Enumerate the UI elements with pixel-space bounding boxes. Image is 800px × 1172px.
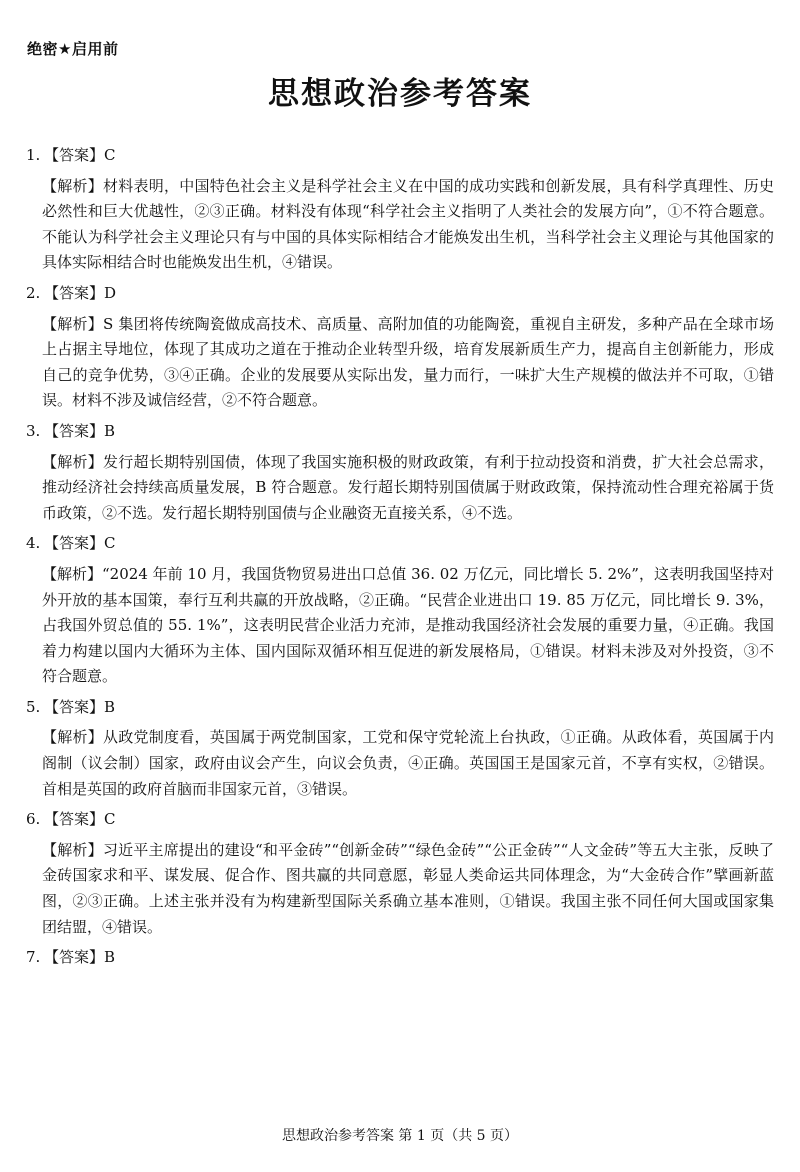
answer-line <box>26 807 774 833</box>
explanation-text: 【解析】“2024 年前 10 月，我国货物贸易进出口总值 36. 02 万亿元，同比增长 5. 2%”，这表明我国坚持对外开放的基本国策，奉行互利共赢的开放战略，②正确。“民营企业进出口 19. 85 万亿元，同比增长 9. 3%，占我国外贸总值的 55. 1%”，这表明民营企业活力充沛，是推动我国经济社会发展的重要力量，④正确。我国着力构建以国内大循环为主体、国内国际双循环相互促进的新发展格局，①错误。材料未涉及对外投资，③不符合题意。 <box>42 564 774 686</box>
question-item-6 <box>26 807 774 945</box>
page-title: 思想政治参考答案 <box>268 76 532 112</box>
answer-label: 【答案】B <box>44 697 116 716</box>
question-item-2 <box>26 281 774 419</box>
answer-line <box>26 143 774 169</box>
explanation-text: 【解析】材料表明，中国特色社会主义是科学社会主义在中国的成功实践和创新发展，具有科学真理性、历史必然性和巨大优越性，②③正确。材料没有体现“科学社会主义指明了人类社会的发展方向”，①不符合题意。不能认为科学社会主义理论只有与中国的具体实际相结合才能焕发出生机，当科学社会主义理论与其他国家的具体实际相结合时也能焕发出生机，④错误。 <box>42 176 774 272</box>
answer-label: 【答案】D <box>44 283 117 302</box>
question-item-5 <box>26 695 774 807</box>
answer-line <box>26 419 774 445</box>
page-footer: 思想政治参考答案 第 1 页（共 5 页） <box>281 1128 519 1144</box>
question-item-3 <box>26 419 774 531</box>
explanation-text: 【解析】习近平主席提出的建设“和平金砖”“创新金砖”“绿色金砖”“公正金砖”“人文金砖”等五大主张，反映了金砖国家求和平、谋发展、促合作、图共赢的共同意愿，彰显人类命运共同体理念，为“大金砖合作”擘画新蓝图，②③正确。上述主张并没有为构建新型国际关系确立基本准则，①错误。我国主张不同任何大国或国家集团结盟，④错误。 <box>42 840 774 936</box>
question-number: 3. <box>26 421 41 440</box>
explanation-text: 【解析】从政党制度看，英国属于两党制国家，工党和保守党轮流上台执政，①正确。从政体看，英国属于内阁制（议会制）国家，政府由议会产生，向议会负责，④正确。英国国王是国家元首，不享有实权，②错误。首相是英国的政府首脑而非国家元首，③错误。 <box>42 728 774 798</box>
question-number: 4. <box>26 534 41 553</box>
explanation-text: 【解析】发行超长期特别国债，体现了我国实施积极的财政政策，有利于拉动投资和消费，扩大社会总需求，推动经济社会持续高质量发展，B 符合题意。发行超长期特别国债属于财政政策，保持流动性合理充裕属于货币政策，②不选。发行超长期特别国债与企业融资无直接关系，④不选。 <box>42 452 774 522</box>
answer-line <box>26 281 774 307</box>
question-number: 6. <box>26 810 41 829</box>
answer-list <box>26 143 774 971</box>
question-item-4 <box>26 531 774 695</box>
answer-label: 【答案】C <box>44 810 116 829</box>
question-number: 7. <box>26 948 41 967</box>
answer-label: 【答案】C <box>44 146 116 164</box>
answer-label: 【答案】C <box>44 534 116 553</box>
answer-label: 【答案】B <box>44 948 116 967</box>
answer-line <box>26 695 774 721</box>
answer-label: 【答案】B <box>44 421 116 440</box>
explanation-text: 【解析】S 集团将传统陶瓷做成高技术、高质量、高附加值的功能陶瓷，重视自主研发，多种产品在全球市场上占据主导地位，体现了其成功之道在于推动企业转型升级，培育发展新质生产力，提高自主创新能力，形成自己的竞争优势，③④正确。企业的发展要从实际出发，量力而行，一味扩大生产规模的做法并不可取，①错误。材料不涉及诚信经营，②不符合题意。 <box>42 314 774 410</box>
question-item-1 <box>26 143 774 281</box>
question-number: 5. <box>26 697 41 716</box>
question-number: 1. <box>26 146 41 164</box>
question-item-7 <box>26 945 774 971</box>
answer-line <box>26 531 774 557</box>
confidential-mark: 绝密★启用前 <box>27 40 119 58</box>
question-number: 2. <box>26 283 41 302</box>
answer-line <box>26 945 774 971</box>
